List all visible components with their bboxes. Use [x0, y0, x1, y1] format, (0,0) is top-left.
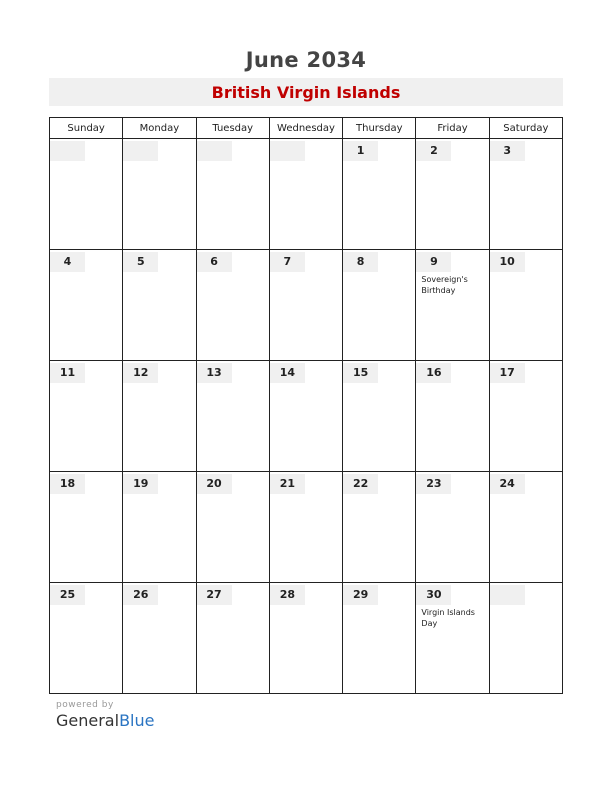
- day-number: 25: [50, 585, 85, 605]
- day-number: 19: [123, 474, 158, 494]
- day-number: 30: [416, 585, 451, 605]
- calendar-day-cell: [50, 583, 123, 694]
- day-number: 10: [490, 252, 525, 272]
- holiday-label: Sovereign's Birthday: [421, 275, 468, 295]
- calendar-day-cell: [50, 472, 123, 583]
- calendar-day-cell: [269, 472, 342, 583]
- calendar-day-cell: [489, 472, 562, 583]
- day-number: 3: [490, 141, 525, 161]
- day-number: 17: [490, 363, 525, 383]
- calendar-day-cell: [196, 139, 269, 250]
- calendar-week-row: [50, 139, 563, 250]
- day-number: 8: [343, 252, 378, 272]
- brand-general: General: [56, 711, 120, 730]
- calendar-day-cell: [343, 250, 416, 361]
- powered-by-text: powered by: [56, 700, 114, 710]
- day-number: [490, 585, 525, 605]
- day-number: 18: [50, 474, 85, 494]
- weekday-wednesday: Wednesday: [269, 118, 342, 139]
- weekday-monday: Monday: [123, 118, 196, 139]
- region-title: British Virgin Islands: [211, 83, 401, 102]
- calendar-day-cell: [123, 583, 196, 694]
- calendar-day-cell: [416, 361, 489, 472]
- calendar-grid: [49, 117, 563, 694]
- day-number: 6: [197, 252, 232, 272]
- region-banner: [49, 78, 563, 106]
- day-number: 7: [270, 252, 305, 272]
- calendar-day-cell: [343, 472, 416, 583]
- calendar-day-cell: [196, 583, 269, 694]
- calendar-day-cell: [123, 250, 196, 361]
- footer-branding: [56, 700, 176, 730]
- weekday-tuesday: Tuesday: [196, 118, 269, 139]
- calendar-day-cell: [269, 361, 342, 472]
- calendar-day-cell: [489, 361, 562, 472]
- calendar-day-cell: [196, 472, 269, 583]
- day-number: [50, 141, 85, 161]
- calendar-day-cell: [269, 139, 342, 250]
- weekday-header-row: [50, 118, 563, 139]
- calendar-day-cell: [269, 250, 342, 361]
- calendar-week-row: [50, 583, 563, 694]
- day-number: 22: [343, 474, 378, 494]
- day-number: 15: [343, 363, 378, 383]
- day-number: 13: [197, 363, 232, 383]
- generalblue-logo: [56, 711, 176, 730]
- calendar-day-cell: [489, 583, 562, 694]
- calendar-day-cell: [123, 139, 196, 250]
- calendar-day-cell: [50, 139, 123, 250]
- weekday-friday: Friday: [416, 118, 489, 139]
- calendar-day-cell: [343, 361, 416, 472]
- calendar-day-cell: [416, 250, 489, 361]
- calendar-week-row: [50, 361, 563, 472]
- day-number: 5: [123, 252, 158, 272]
- calendar-day-cell: [196, 361, 269, 472]
- page-title: June 2034: [245, 48, 367, 72]
- day-number: 20: [197, 474, 232, 494]
- day-number: 21: [270, 474, 305, 494]
- day-number: 29: [343, 585, 378, 605]
- day-number: 26: [123, 585, 158, 605]
- calendar-week-row: [50, 250, 563, 361]
- weekday-thursday: Thursday: [343, 118, 416, 139]
- weekday-saturday: Saturday: [489, 118, 562, 139]
- calendar-day-cell: [196, 250, 269, 361]
- calendar-day-cell: [50, 250, 123, 361]
- calendar-day-cell: [416, 139, 489, 250]
- day-number: 23: [416, 474, 451, 494]
- day-number: 12: [123, 363, 158, 383]
- day-number: [270, 141, 305, 161]
- calendar-day-cell: [416, 583, 489, 694]
- day-number: 28: [270, 585, 305, 605]
- calendar-day-cell: [416, 472, 489, 583]
- calendar-day-cell: [269, 583, 342, 694]
- calendar-day-cell: [123, 472, 196, 583]
- weekday-sunday: Sunday: [50, 118, 123, 139]
- calendar-day-cell: [343, 583, 416, 694]
- day-number: 2: [416, 141, 451, 161]
- day-number: 16: [416, 363, 451, 383]
- calendar-day-cell: [123, 361, 196, 472]
- holiday-label: Virgin Islands Day: [421, 608, 475, 628]
- calendar-day-cell: [343, 139, 416, 250]
- day-number: 11: [50, 363, 85, 383]
- day-number: 14: [270, 363, 305, 383]
- day-number: 1: [343, 141, 378, 161]
- calendar-day-cell: [489, 250, 562, 361]
- calendar-day-cell: [489, 139, 562, 250]
- day-number: 24: [490, 474, 525, 494]
- brand-blue: Blue: [119, 711, 155, 730]
- day-number: [197, 141, 232, 161]
- day-number: 27: [197, 585, 232, 605]
- day-number: [123, 141, 158, 161]
- day-number: 9: [416, 252, 451, 272]
- calendar-day-cell: [50, 361, 123, 472]
- calendar-week-row: [50, 472, 563, 583]
- day-number: 4: [50, 252, 85, 272]
